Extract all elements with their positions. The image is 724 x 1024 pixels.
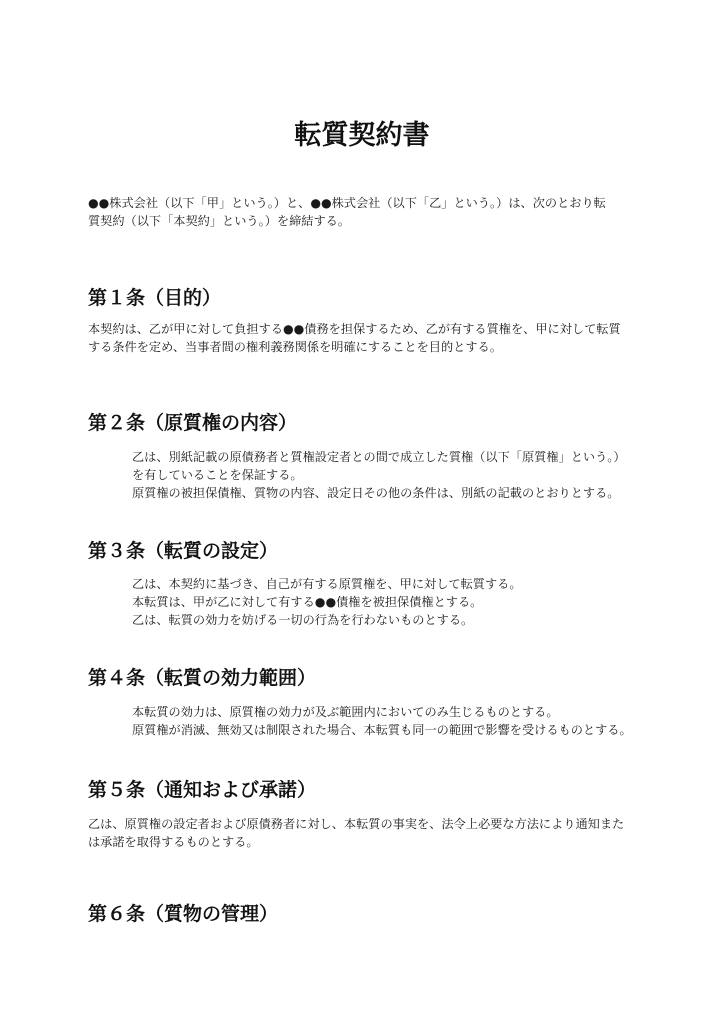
article-5-body [88, 815, 633, 851]
preamble-paragraph [88, 194, 633, 230]
article-4-heading: 第４条（転質の効力範囲） [88, 667, 317, 689]
article-1-body [88, 320, 633, 356]
article-line: は承諾を取得するものとする。 [88, 835, 259, 849]
document-title: 転質契約書 [294, 120, 430, 151]
preamble-line: ●●株式会社（以下「甲」という。）と、●●株式会社（以下「乙」という。）は、次のとおり転 [88, 196, 606, 210]
article-line: する条件を定め、当事者間の権利義務関係を明確にすることを目的とする。 [88, 340, 502, 354]
article-2-body [132, 448, 637, 502]
article-6-heading: 第６条（質物の管理） [88, 903, 279, 925]
article-line: 原質権の被担保債権、質物の内容、設定日その他の条件は、別紙の記載のとおりとする。 [132, 486, 620, 500]
preamble-line: 質契約（以下「本契約」という。）を締結する。 [88, 214, 351, 228]
article-line: を有していることを保証する。 [132, 468, 303, 482]
article-3-body [132, 575, 637, 629]
article-line: 乙は、別紙記載の原債務者と質権設定者との間で成立した質権（以下「原質権」という。） [132, 450, 626, 464]
article-line: 乙は、本契約に基づき、自己が有する原質権を、甲に対して転質する。 [132, 577, 522, 591]
article-2-heading: 第２条（原質権の内容） [88, 412, 298, 434]
article-line: 本転質は、甲が乙に対して有する●●債権を被担保債権とする。 [132, 595, 483, 609]
article-line: 本契約は、乙が甲に対して負担する●●債務を担保するため、乙が有する質権を、甲に対して転質 [88, 322, 621, 336]
article-3-heading: 第３条（転質の設定） [88, 540, 279, 562]
article-line: 原質権が消滅、無効又は制限された場合、本転質も同一の範囲で影響を受けるものとする。 [132, 723, 632, 737]
article-5-heading: 第５条（通知および承諾） [88, 779, 317, 801]
article-line: 本転質の効力は、原質権の効力が及ぶ範囲内においてのみ生じるものとする。 [132, 705, 559, 719]
article-1-heading: 第１条（目的） [88, 287, 222, 309]
article-line: 乙は、転質の効力を妨げる一切の行為を行わないものとする。 [132, 613, 474, 627]
article-line: 乙は、原質権の設定者および原債務者に対し、本転質の事実を、法令上必要な方法により通知また [88, 817, 625, 831]
article-4-body [132, 703, 637, 739]
